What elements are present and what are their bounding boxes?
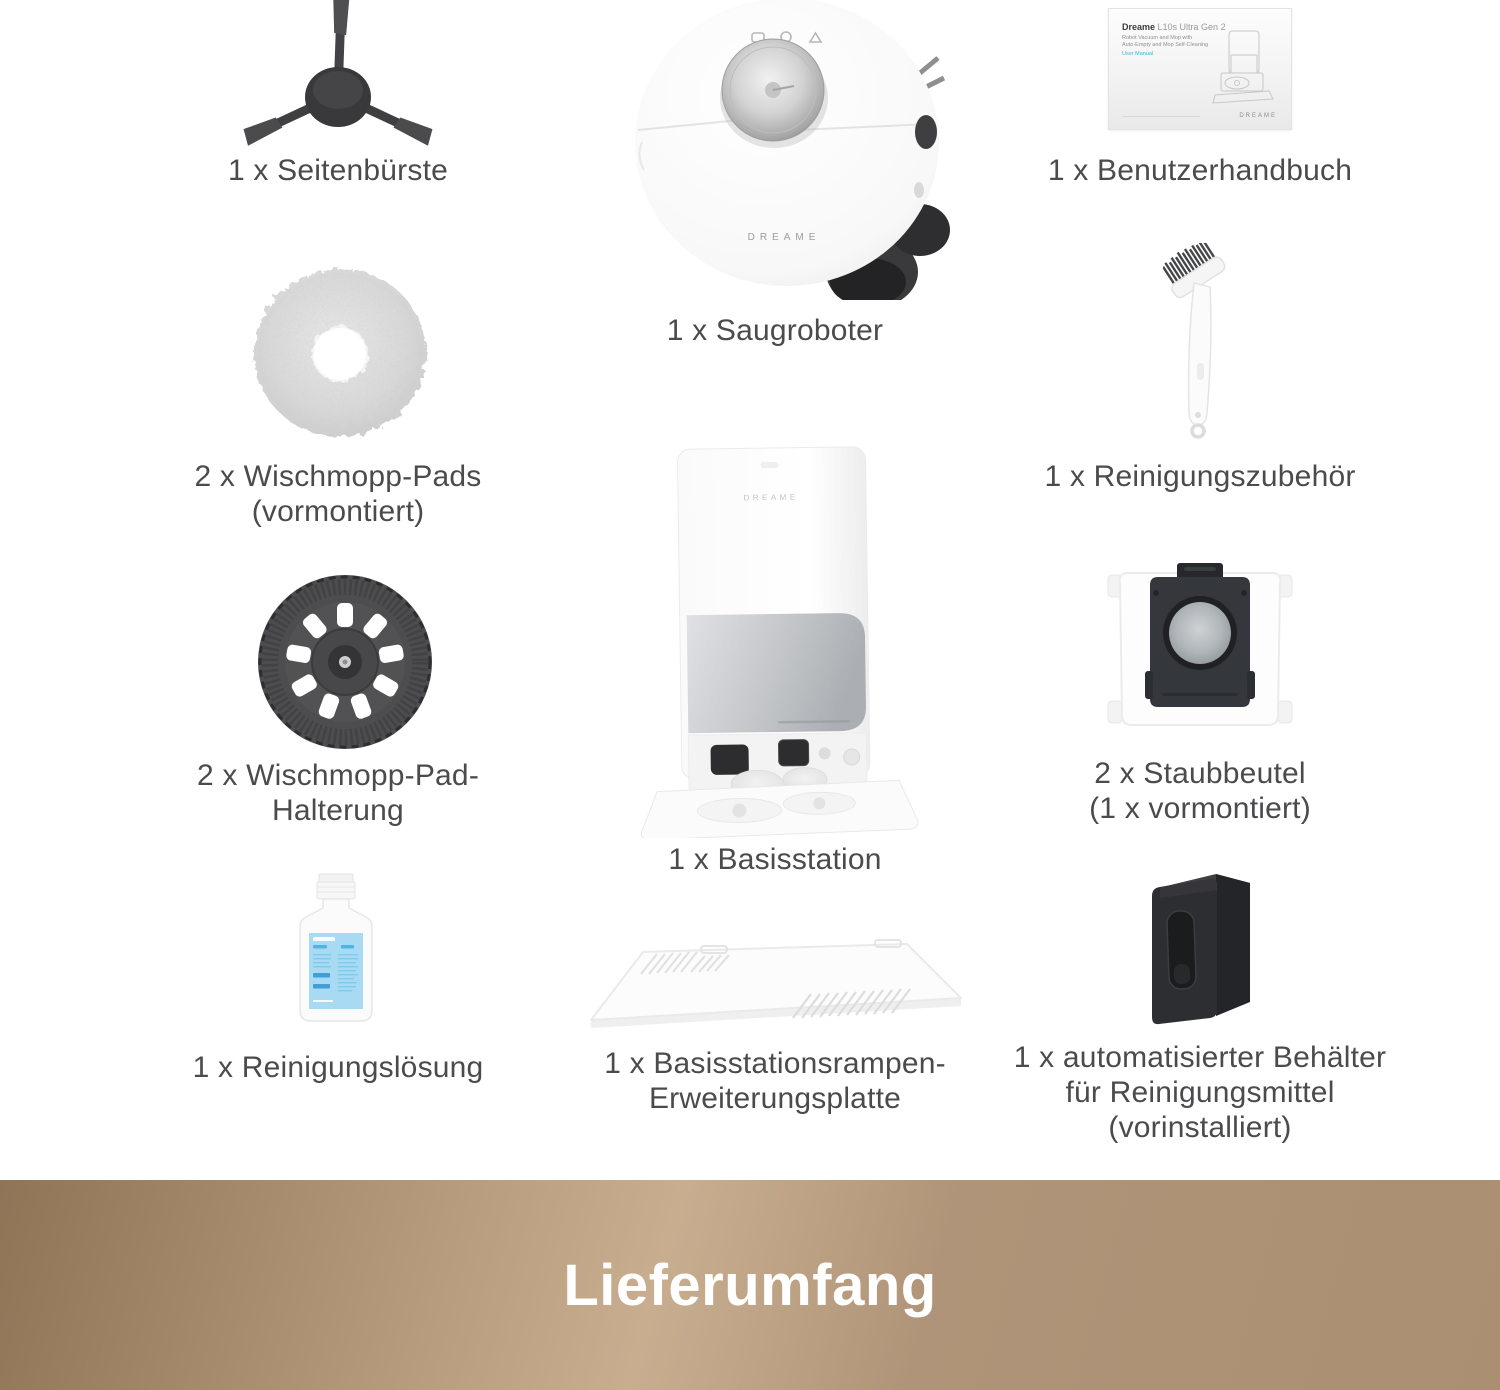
cleaning-tool-label-line1: 1 x Reinigungszubehör	[1044, 460, 1356, 493]
mop-pad-holder-image	[245, 572, 445, 757]
mop-pad-image	[240, 263, 440, 450]
mop-pad-holder-illustration	[245, 572, 445, 752]
manual-subtitle-line1: Robot Vacuum and Mop with	[1122, 35, 1193, 41]
banner-title: Lieferumfang	[563, 1252, 937, 1318]
cleaning-solution-image	[280, 872, 392, 1039]
robot-vacuum-image	[622, 0, 952, 305]
manual-label-line1: 1 x Benutzerhandbuch	[1047, 154, 1353, 187]
robot-vacuum-illustration	[622, 0, 952, 300]
manual-subtitle-line2: Auto-Empty and Mop Self-Cleaning	[1122, 42, 1209, 48]
pad-holder-label	[78, 758, 598, 828]
dust-bag-illustration	[1100, 553, 1300, 745]
user-manual-image	[1108, 8, 1292, 130]
robot-label	[515, 313, 1035, 348]
agent-container-label-line1: 1 x automatisierter Behälter	[1013, 1041, 1387, 1074]
side-brush-illustration	[218, 0, 458, 150]
base-station-illustration	[625, 438, 925, 838]
mop-pads-label-line1: 2 x Wischmopp-Pads	[194, 460, 482, 493]
dust-bag-filter-window	[1169, 602, 1231, 664]
dust-bags-label-line2: (1 x vormontiert)	[1089, 792, 1311, 825]
mop-pads-label	[78, 459, 598, 529]
pad-holder-label-line2: Halterung	[272, 794, 404, 827]
solution-label-line1: 1 x Reinigungslösung	[192, 1051, 484, 1084]
agent-container-image	[1122, 864, 1282, 1037]
ramp-plate-illustration	[575, 938, 965, 1038]
mop-pad-illustration	[240, 263, 440, 445]
side-brush-label-line1: 1 x Seitenbürste	[228, 154, 448, 187]
cleaning-tool-label	[940, 459, 1460, 494]
robot-label-line1: 1 x Saugroboter	[666, 314, 884, 347]
cleaning-tool-image	[1163, 243, 1237, 446]
manual-title-brand: Dreame	[1122, 22, 1156, 32]
dust-bag-image	[1100, 553, 1300, 750]
ramp-plate-label-line2: Erweiterungsplatte	[648, 1082, 902, 1115]
base-station-label-line1: 1 x Basisstation	[668, 843, 882, 876]
base-station-image	[625, 438, 925, 843]
manual-user-manual-text: User Manual	[1122, 51, 1154, 57]
robot-brand-text: DREAME	[747, 232, 821, 243]
cleaning-solution-illustration	[280, 872, 392, 1034]
manual-title-model: L10s Ultra Gen 2	[1155, 22, 1226, 32]
pad-holder-label-line1: 2 x Wischmopp-Pad-	[196, 759, 480, 792]
base-station-label	[515, 842, 1035, 877]
manual-station-lineart	[1211, 29, 1275, 112]
side-brush-label	[78, 153, 598, 188]
cleaning-tool-illustration	[1163, 243, 1237, 441]
manual-label	[940, 153, 1460, 188]
agent-container-label-line2: für Reinigungsmittel	[1065, 1076, 1335, 1109]
agent-container-label-line3: (vorinstalliert)	[1108, 1111, 1292, 1144]
side-brush-image	[218, 0, 458, 155]
manual-fine-print-line	[1122, 116, 1200, 117]
mop-pads-label-line2: (vormontiert)	[251, 495, 425, 528]
manual-brand-logo: DREAME	[1239, 113, 1277, 119]
dust-bags-label	[940, 756, 1460, 826]
station-brand-text: DREAME	[743, 492, 799, 503]
ramp-plate-label-line1: 1 x Basisstationsrampen-	[604, 1047, 946, 1080]
agent-container-illustration	[1122, 864, 1282, 1032]
ramp-plate-image	[575, 938, 965, 1043]
dust-bags-label-line1: 2 x Staubbeutel	[1094, 757, 1306, 790]
station-silver-panel	[687, 613, 867, 733]
agent-container-label	[940, 1040, 1460, 1145]
section-banner	[0, 1180, 1500, 1390]
